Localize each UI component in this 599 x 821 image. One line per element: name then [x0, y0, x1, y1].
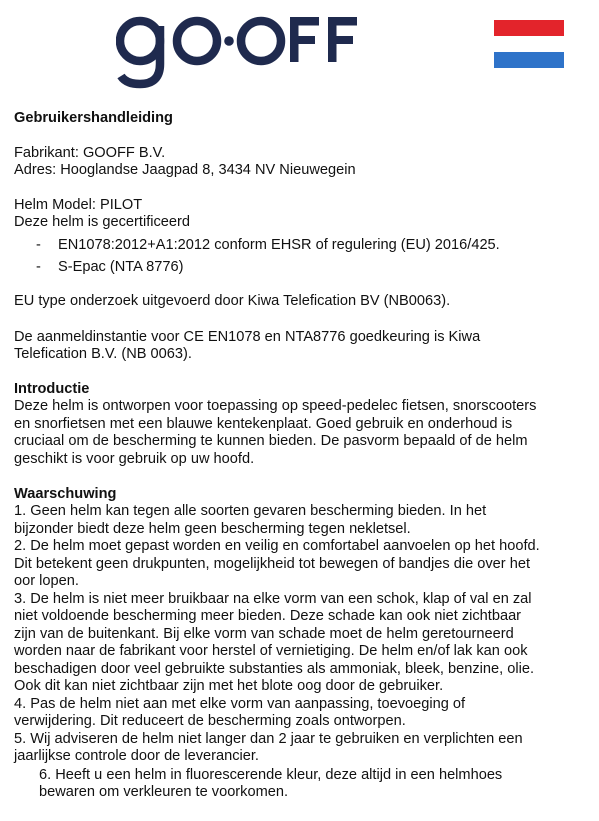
warning-line: verwijdering. Dit reduceert de bescherming zoals ontworpen.	[14, 713, 406, 729]
notified-body-line: De aanmeldinstantie voor CE EN1078 en NTA8776 goedkeuring is Kiwa	[14, 329, 481, 345]
address-line: Adres: Hooglandse Jaagpad 8, 3434 NV Nieuwegein	[14, 162, 356, 178]
manufacturer-line: Fabrikant: GOOFF B.V.	[14, 145, 166, 161]
warning-line: oor lopen.	[14, 573, 79, 589]
cert-bullet: S-Epac (NTA 8776)	[58, 259, 184, 275]
warning-line: 5. Wij adviseren de helm niet langer dan 2 jaar te gebruiken en verplichten een	[14, 731, 523, 747]
notified-body-line: Telefication B.V. (NB 0063).	[14, 346, 192, 362]
warning-line: bewaren om verkleuren te voorkomen.	[39, 784, 289, 800]
eu-test-line: EU type onderzoek uitgevoerd door Kiwa Telefication BV (NB0063).	[14, 293, 451, 309]
warning-line: 4. Pas de helm niet aan met elke vorm van aanpassing, toevoeging of	[14, 696, 466, 712]
warning-line: 6. Heeft u een helm in fluorescerende kleur, deze altijd in een helmhoes	[39, 767, 503, 783]
document-title: Gebruikershandleiding	[14, 110, 173, 126]
cert-bullet: EN1078:2012+A1:2012 conform EHSR of regulering (EU) 2016/425.	[58, 237, 500, 253]
intro-heading: Introductie	[14, 381, 90, 397]
warning-line: worden naar de fabrikant voor herstel of vernietiging. De helm en/of lak kan ook	[14, 643, 528, 659]
warning-line: jaarlijkse controle door de leverancier.	[14, 748, 259, 764]
warning-line: niet voldoende bescherming meer bieden. Deze schade kan ook niet zichtbaar	[14, 608, 522, 624]
intro-line: cruciaal om de bescherming te kunnen bieden. De pasvorm bepaald of de helm	[14, 433, 528, 449]
warning-line: bijzonder biedt deze helm geen bescherming tegen nekletsel.	[14, 521, 411, 537]
warning-line: Ook dit kan niet zichtbaar zijn met het blote oog door de gebruiker.	[14, 678, 444, 694]
warning-line: 3. De helm is niet meer bruikbaar na elke vorm van een schok, klap of val en zal	[14, 591, 532, 607]
warning-line: Dit betekent geen drukpunten, mogelijkheid tot bewegen of bandjes die over het	[14, 556, 530, 572]
intro-line: Deze helm is ontworpen voor toepassing op speed-pedelec fietsen, snorscooters	[14, 398, 537, 414]
warning-line: zijn van de buitenkant. Bij elke vorm van schade moet de helm geretourneerd	[14, 626, 514, 642]
bullet-dash: -	[36, 259, 41, 275]
intro-line: geschikt is voor gebruik op uw hoofd.	[14, 451, 255, 467]
warning-heading: Waarschuwing	[14, 486, 117, 502]
warning-line: 2. De helm moet gepast worden en veilig en comfortabel aanvoelen op het hoofd.	[14, 538, 540, 554]
bullet-dash: -	[36, 237, 41, 253]
intro-line: en snorfietsen met een blauwe kentekenplaat. Goed gebruik en onderhoud is	[14, 416, 513, 432]
goff-logo	[116, 14, 384, 90]
warning-line: beschadigen door veel gebruikte substanties als ammoniak, bleek, benzine, olie.	[14, 661, 535, 677]
helmet-model: Helm Model: PILOT	[14, 197, 143, 213]
warning-line: 1. Geen helm kan tegen alle soorten gevaren bescherming bieden. In het	[14, 503, 487, 519]
dutch-flag-icon	[494, 20, 564, 68]
certified-line: Deze helm is gecertificeerd	[14, 214, 191, 230]
